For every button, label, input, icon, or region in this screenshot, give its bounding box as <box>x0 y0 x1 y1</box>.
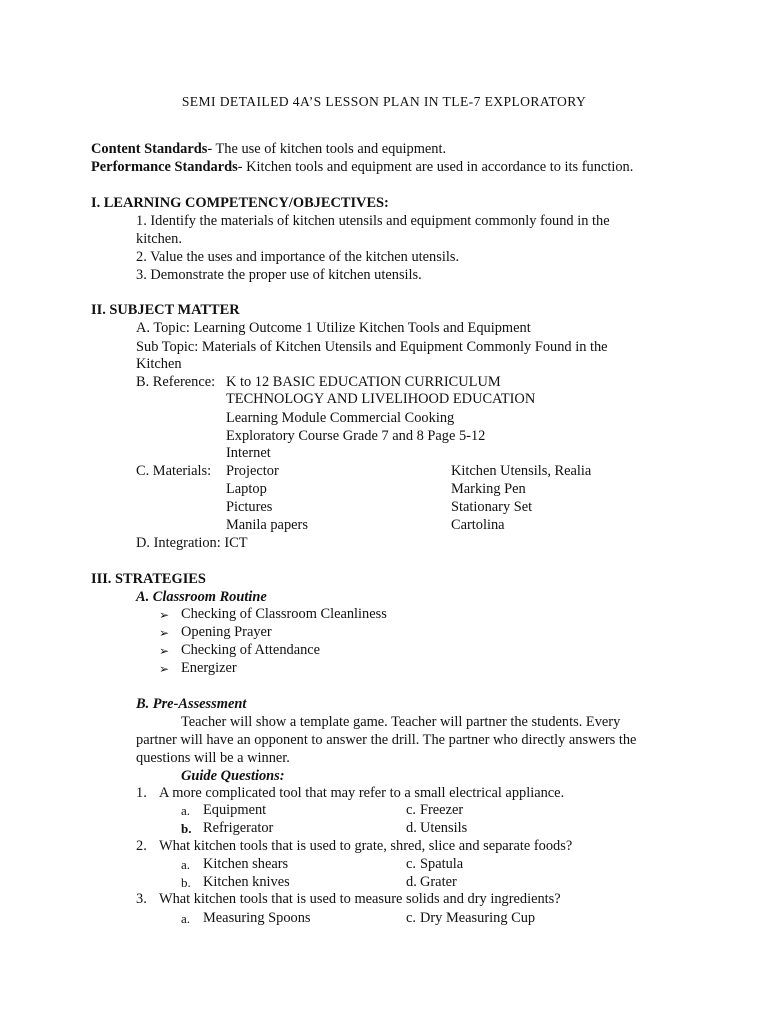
choice-letter: a. <box>181 911 191 926</box>
choice-text: Spatula <box>420 856 464 872</box>
choice-text: Utensils <box>420 820 468 836</box>
pre-assessment-text: partner will have an opponent to answer the drill. The partner who directly answers the <box>136 732 637 748</box>
routine-item: Opening Prayer <box>181 624 272 640</box>
objective-line: 2. Value the uses and importance of the kitchen utensils. <box>136 249 460 265</box>
routine-item: Checking of Classroom Cleanliness <box>181 606 387 622</box>
question-text: A more complicated tool that may refer to a small electrical appliance. <box>159 785 565 801</box>
materials-label: C. Materials: <box>136 463 212 479</box>
subtopic-line: Sub Topic: Materials of Kitchen Utensils and Equipment Commonly Found in the <box>136 339 608 355</box>
choice-text: Refrigerator <box>203 820 274 836</box>
reference-line: TECHNOLOGY AND LIVELIHOOD EDUCATION <box>226 391 536 407</box>
choice-text: Equipment <box>203 802 267 818</box>
guide-questions-heading: Guide Questions: <box>181 768 285 784</box>
section-1-heading: I. LEARNING COMPETENCY/OBJECTIVES: <box>91 195 389 211</box>
material-item: Pictures <box>226 499 273 515</box>
content-standards-text: - The use of kitchen tools and equipment. <box>207 141 447 157</box>
question-number: 3. <box>136 891 147 907</box>
performance-standards <box>91 158 633 176</box>
choice-letter: b. <box>181 821 192 836</box>
reference-label: B. Reference: <box>136 374 216 390</box>
choice-text: Dry Measuring Cup <box>420 910 536 926</box>
material-item: Laptop <box>226 481 267 497</box>
choice-letter: d. <box>406 874 417 890</box>
question-text: What kitchen tools that is used to measure solids and dry ingredients? <box>159 891 561 907</box>
section-3-heading: III. STRATEGIES <box>91 571 206 587</box>
choice-text: Measuring Spoons <box>203 910 311 926</box>
choice-letter: d. <box>406 820 417 836</box>
content-standards <box>91 140 446 158</box>
pre-assessment-text: questions will be a winner. <box>136 750 290 766</box>
material-item: Marking Pen <box>451 481 526 497</box>
reference-line: Internet <box>226 445 271 461</box>
objective-line: 1. Identify the materials of kitchen utensils and equipment commonly found in the <box>136 213 610 229</box>
choice-letter: c. <box>406 856 416 872</box>
routine-item: Checking of Attendance <box>181 642 321 658</box>
subtopic-line: Kitchen <box>136 356 182 372</box>
choice-text: Kitchen knives <box>203 874 290 890</box>
material-item: Cartolina <box>451 517 505 533</box>
objective-line: 3. Demonstrate the proper use of kitchen utensils. <box>136 267 422 283</box>
arrow-bullet-icon: ➢ <box>159 644 170 658</box>
reference-line: Learning Module Commercial Cooking <box>226 410 455 426</box>
arrow-bullet-icon: ➢ <box>159 662 170 676</box>
integration-line: D. Integration: ICT <box>136 535 248 551</box>
reference-line: Exploratory Course Grade 7 and 8 Page 5-12 <box>226 428 486 444</box>
choice-letter: a. <box>181 803 191 818</box>
choice-text: Freezer <box>420 802 464 818</box>
arrow-bullet-icon: ➢ <box>159 626 170 640</box>
document-title: SEMI DETAILED 4A’S LESSON PLAN IN TLE-7 EXPLORATORY <box>181 94 587 109</box>
objective-line: kitchen. <box>136 231 182 247</box>
choice-letter: c. <box>406 802 416 818</box>
performance-standards-label: Performance Standards <box>91 159 238 175</box>
question-number: 2. <box>136 838 147 854</box>
pre-assessment-text: Teacher will show a template game. Teacher will partner the students. Every <box>181 714 621 730</box>
choice-letter: b. <box>181 875 191 890</box>
material-item: Kitchen Utensils, Realia <box>451 463 592 479</box>
topic-line: A. Topic: Learning Outcome 1 Utilize Kitchen Tools and Equipment <box>136 320 531 336</box>
pre-assessment-heading: B. Pre-Assessment <box>136 696 247 712</box>
reference-line: K to 12 BASIC EDUCATION CURRICULUM <box>226 374 501 390</box>
question-number: 1. <box>136 785 147 801</box>
arrow-bullet-icon: ➢ <box>159 608 170 622</box>
choice-text: Kitchen shears <box>203 856 289 872</box>
question-text: What kitchen tools that is used to grate, shred, slice and separate foods? <box>159 838 573 854</box>
choice-text: Grater <box>420 874 457 890</box>
performance-standards-text: - Kitchen tools and equipment are used in accordance to its function. <box>237 159 634 175</box>
routine-item: Energizer <box>181 660 237 676</box>
content-standards-label: Content Standards <box>91 141 208 157</box>
material-item: Stationary Set <box>451 499 533 515</box>
section-2-heading: II. SUBJECT MATTER <box>91 302 240 318</box>
material-item: Projector <box>226 463 279 479</box>
material-item: Manila papers <box>226 517 308 533</box>
choice-letter: a. <box>181 857 191 872</box>
choice-letter: c. <box>406 910 416 926</box>
classroom-routine-heading: A. Classroom Routine <box>136 589 267 605</box>
